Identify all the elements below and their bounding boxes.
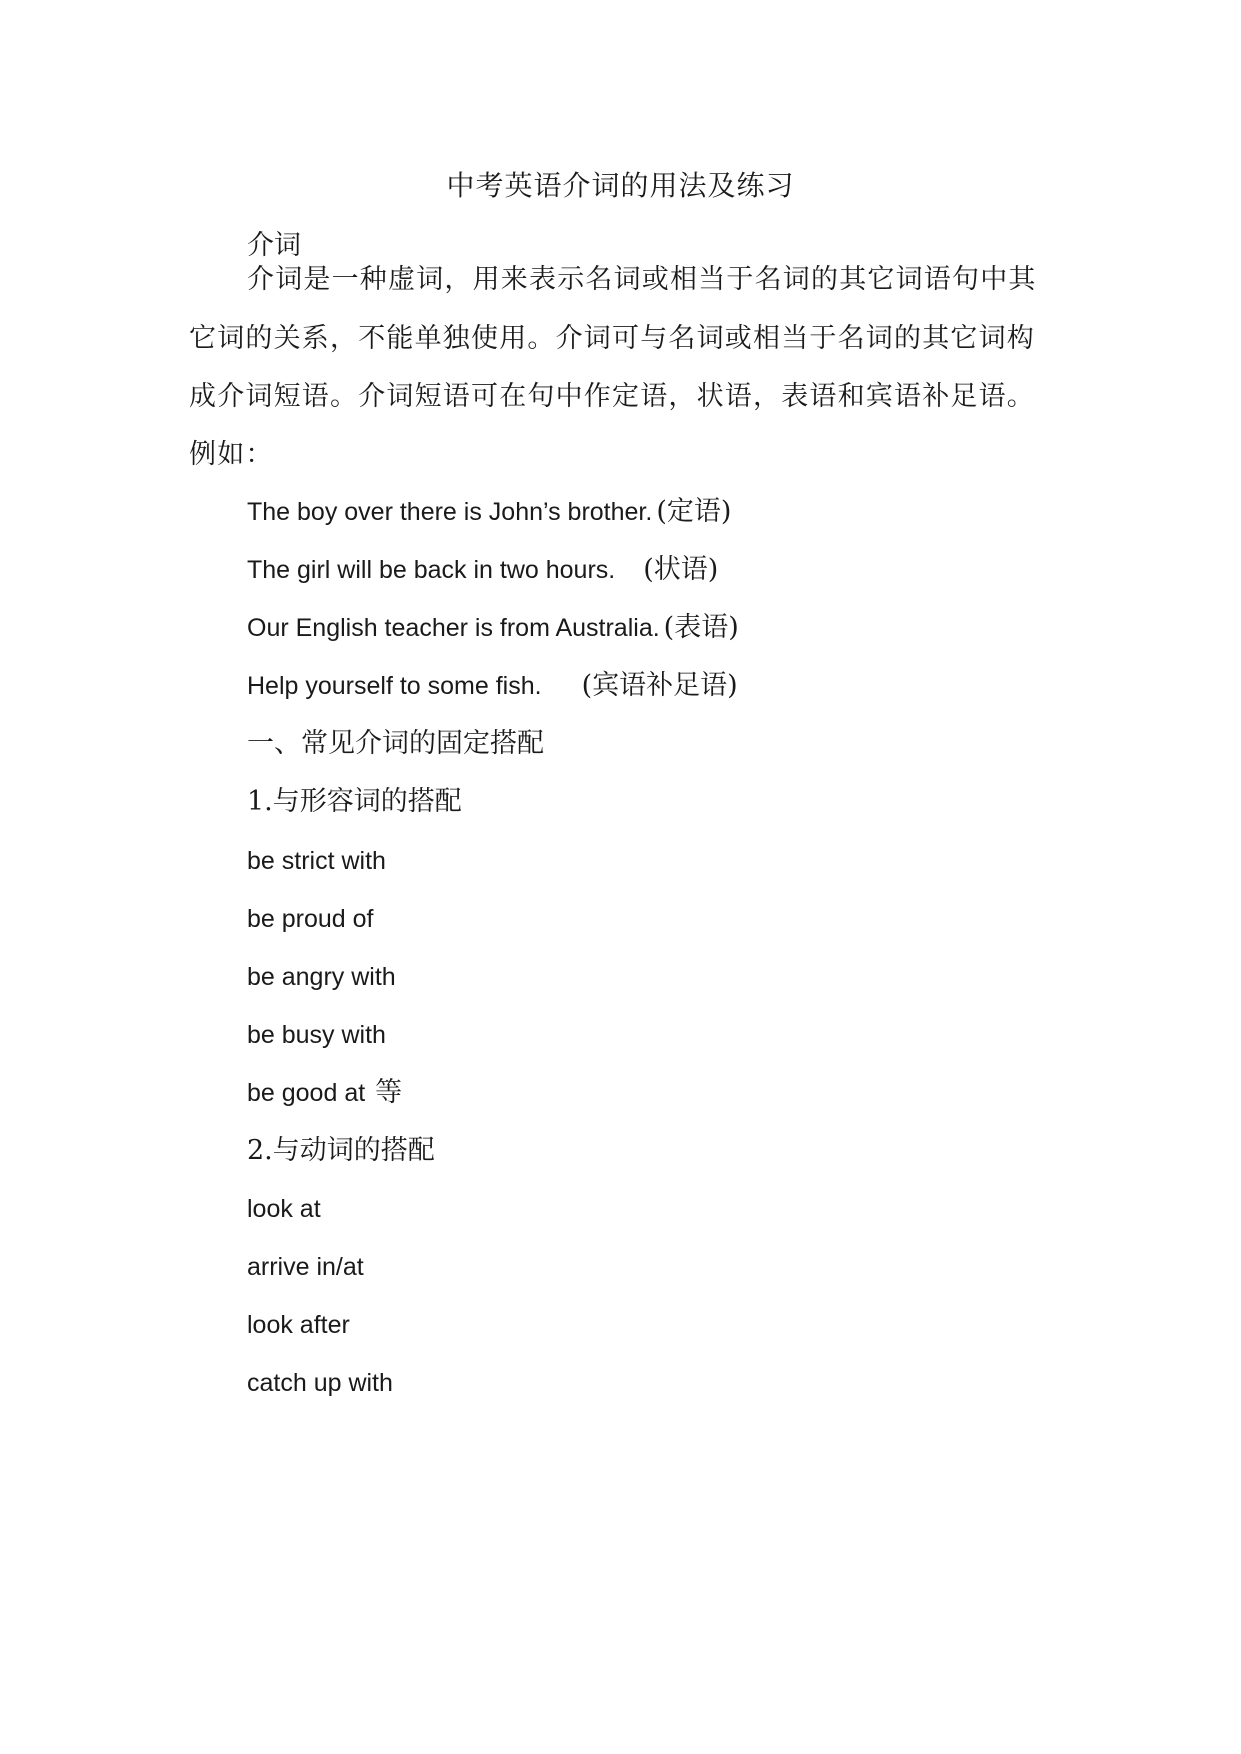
paragraph-line-1: 介词是一种虚词，用来表示名词或相当于名词的其它词语句中其 — [247, 264, 1037, 295]
example-sentence: Help yourself to some fish. — [247, 672, 542, 700]
paragraph-line-3: 成介词短语。介词短语可在句中作定语，状语，表语和宾语补足语。 — [189, 381, 1035, 412]
example-role: (状语) — [643, 554, 719, 585]
section-one-heading: 一、常见介词的固定搭配 — [247, 728, 544, 759]
adj-collocation-2: be proud of — [247, 905, 374, 933]
paragraph-line-2: 它词的关系，不能单独使用。介词可与名词或相当于名词的其它词构 — [189, 323, 1035, 354]
example-role: (定语) — [656, 496, 732, 527]
example-role: (宾语补足语) — [581, 670, 738, 701]
example-1 — [247, 494, 731, 534]
example-2 — [247, 552, 718, 592]
adj-collocation-4: be busy with — [247, 1021, 386, 1049]
paragraph-line-4: 例如： — [189, 439, 274, 470]
section-heading: 介词 — [247, 230, 301, 261]
example-3 — [247, 610, 739, 650]
collocation-suffix: 等 — [375, 1077, 403, 1108]
example-sentence: The boy over there is John’s brother. — [247, 498, 653, 526]
adj-collocation-3: be angry with — [247, 963, 396, 991]
example-4 — [247, 668, 738, 708]
subsection-two-heading: 2.与动词的搭配 — [247, 1135, 435, 1166]
collocation-text: be good at — [247, 1079, 366, 1107]
verb-collocation-4: catch up with — [247, 1369, 393, 1397]
example-sentence: Our English teacher is from Australia. — [247, 614, 660, 642]
adj-collocation-1: be strict with — [247, 847, 386, 875]
document-title: 中考英语介词的用法及练习 — [446, 169, 795, 202]
example-role: (表语) — [663, 612, 739, 643]
verb-collocation-2: arrive in/at — [247, 1253, 364, 1281]
example-sentence: The girl will be back in two hours. — [247, 556, 616, 584]
verb-collocation-1: look at — [247, 1195, 321, 1223]
verb-collocation-3: look after — [247, 1311, 350, 1339]
subsection-one-heading: 1.与形容词的搭配 — [247, 786, 462, 817]
adj-collocation-5 — [247, 1075, 402, 1115]
